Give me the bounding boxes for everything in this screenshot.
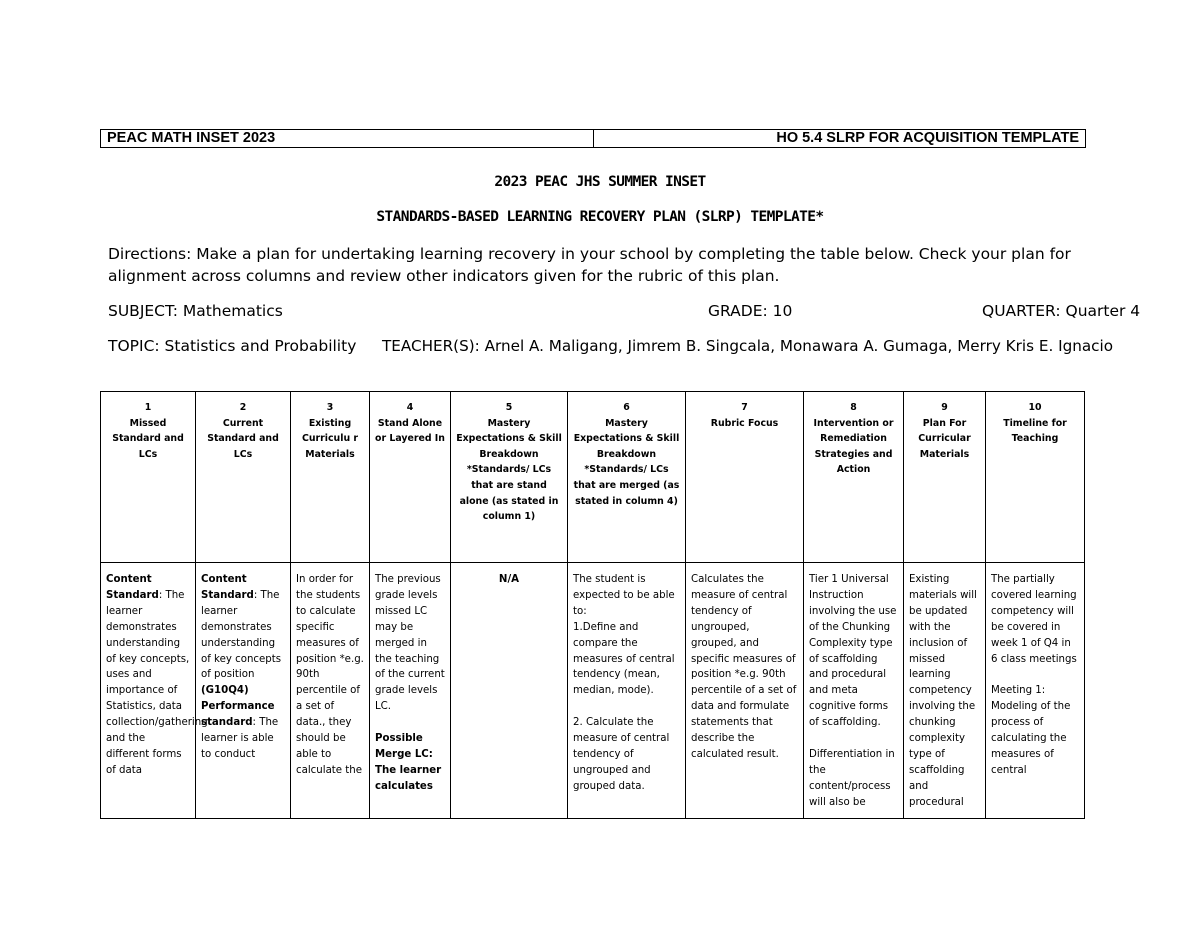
intervention-cell: Tier 1 Universal Instruction involving the use of the Chunking Complexity type of scaffolding and procedural and meta cognitive forms of scaffolding. Differentiation in the content/process will also be: [804, 563, 904, 819]
stand-alone-cell: The previous grade levels missed LC may be merged in the teaching of the current grade levels LC. Possible Merge LC: The learner calculates: [370, 563, 451, 819]
header-cell: 10 Timeline for Teaching: [986, 392, 1085, 563]
document-title: 2023 PEAC JHS SUMMER INSET: [494, 174, 706, 190]
header-right: HO 5.4 SLRP FOR ACQUISITION TEMPLATE: [776, 130, 1079, 146]
header-cell: 6 Mastery Expectations & Skill Breakdown *Standards/ LCs that are merged (as stated in column 4): [568, 392, 686, 563]
document-subtitle: STANDARDS-BASED LEARNING RECOVERY PLAN (SLRP) TEMPLATE*: [376, 209, 824, 225]
header-cell: 3 Existing Curriculu r Materials: [291, 392, 370, 563]
header-cell: 1 Missed Standard and LCs: [101, 392, 196, 563]
topic-field: TOPIC: Statistics and Probability: [108, 337, 357, 355]
directions-line-1: Directions: Make a plan for undertaking learning recovery in your school by completing the table below. Check your plan for: [108, 245, 1071, 263]
header-cell: 5 Mastery Expectations & Skill Breakdown *Standards/ LCs that are stand alone (as stated in column 1): [451, 392, 568, 563]
header-cell: 4 Stand Alone or Layered In: [370, 392, 451, 563]
mastery-merged-cell: The student is expected to be able to: 1.Define and compare the measures of central tendency (mean, median, mode). 2. Calculate the measure of central tendency of ungrouped and grouped data.: [568, 563, 686, 819]
existing-materials-cell: In order for the students to calculate specific measures of position *e.g. 90th percentile of a set of data., they should be able to calculate the: [291, 563, 370, 819]
quarter-field: QUARTER: Quarter 4: [982, 302, 1141, 320]
table-row: [101, 563, 1085, 819]
current-standard-cell: Content Standard: The learner demonstrates understanding of key concepts of position (G10Q4) Performance standard: The learner is able to conduct: [196, 563, 291, 819]
header-cell: 8 Intervention or Remediation Strategies and Action: [804, 392, 904, 563]
header-cell: 9 Plan For Curricular Materials: [904, 392, 986, 563]
header-left: PEAC MATH INSET 2023: [101, 130, 594, 147]
rubric-focus-cell: Calculates the measure of central tendency of ungrouped, grouped, and specific measures of position *e.g. 90th percentile of a set of data and formulate statements that describe the calculated result.: [686, 563, 804, 819]
teachers-field: TEACHER(S): Arnel A. Maligang, Jimrem B. Singcala, Monawara A. Gumaga, Merry Kris E. Ignacio: [382, 337, 1114, 355]
document-header: [100, 129, 1086, 148]
timeline-cell: The partially covered learning competency will be covered in week 1 of Q4 in 6 class meetings Meeting 1: Modeling of the process of calculating the measures of central: [986, 563, 1085, 819]
slrp-table: [100, 391, 1085, 819]
directions-line-2: alignment across columns and review other indicators given for the rubric of this plan.: [108, 267, 780, 285]
subject-field: SUBJECT: Mathematics: [108, 302, 283, 320]
table-header-row: [101, 392, 1085, 563]
header-cell: 7 Rubric Focus: [686, 392, 804, 563]
curricular-materials-cell: Existing materials will be updated with the inclusion of missed learning competency involving the chunking complexity type of scaffolding and procedural: [904, 563, 986, 819]
missed-standard-cell: Content Standard: The learner demonstrates understanding of key concepts, uses and importance of Statistics, data collection/gathering and the different forms of data: [101, 563, 196, 819]
mastery-stand-alone-cell: N/A: [451, 563, 568, 819]
grade-field: GRADE: 10: [708, 302, 793, 320]
header-cell: 2 Current Standard and LCs: [196, 392, 291, 563]
